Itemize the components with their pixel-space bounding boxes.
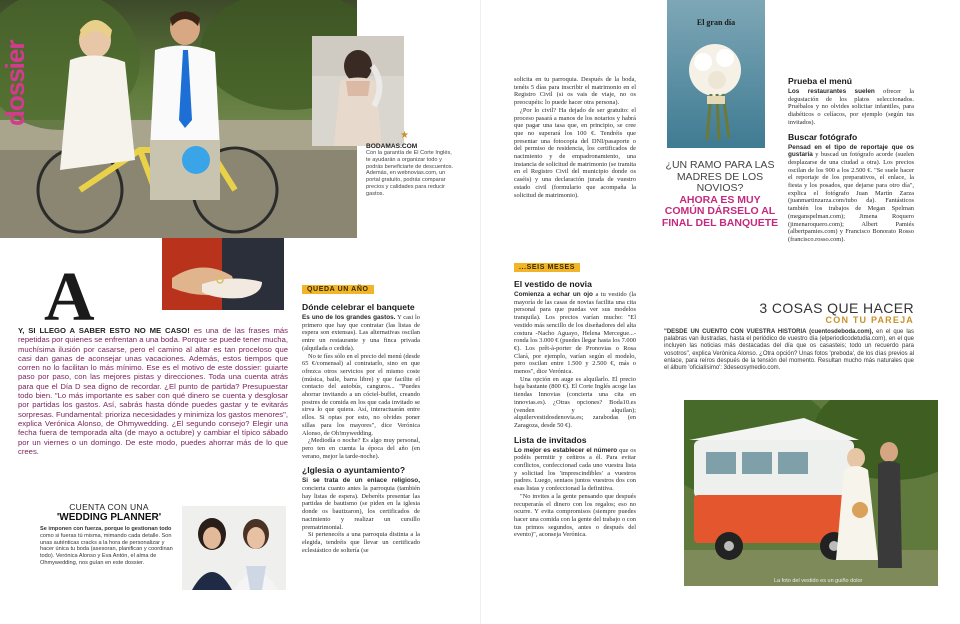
- guest-list-heading: Lista de invitados: [514, 434, 587, 445]
- bouquet-question: ¿UN RAMO PARA LAS MADRES DE LOS NOVIOS?: [665, 159, 775, 194]
- menu-column: [788, 76, 914, 244]
- civil-paragraph-2: ¿Por lo civil? Ha dejado de ser gratuito: el proceso pasará a manos de los notarios y habrá que pagar una tasa que, en principio, se cree que no superará los 100 €. Tendréis que presentar una fotocopia del DNI/pasaporte o del permiso de residencia, los certificados de nacimiento y de empadronamiento, una instancia de solicitud de matrimonio (se tramita en el Registro Civil del municipio donde os caséis) y una declaración jurada de vuestro estado civil (formulario que acompaña la solicitud de matrimonio).: [514, 106, 636, 199]
- six-months-column: [514, 256, 636, 539]
- bodamas-text: Con la garantía de El Corte Inglés, te ayudarán a organizar todo y podrás beneficiarte de descuentos. Además, en webnovias.com, un portal gratuito, podrás comparar precios y calidades para reducir gastos.: [366, 150, 454, 197]
- van-photo-caption: La foto del vestido es un guiño dolor: [774, 578, 863, 584]
- wedding-planner-block: [40, 502, 178, 567]
- menu-heading: Prueba el menú: [788, 76, 852, 86]
- year-paragraph-3: ¿Mediodía o noche? Es algo muy personal, pero ten en cuenta la época del año (en verano, mejor la tarde-noche).: [302, 437, 420, 460]
- bouquet-answer: AHORA ES MUY COMÚN DÁRSELO AL FINAL DEL BANQUETE: [661, 193, 779, 229]
- photographer-p-lead: Pensad en el tipo de reportaje que os gustaría: [788, 143, 914, 159]
- wedding-planners-photo: [182, 506, 286, 590]
- intro-block: [18, 259, 288, 456]
- year-paragraph-5: Si pertenecéis a una parroquia distinta a la elegida, tendréis que llevar un certificado eclesiástico de soltería (se: [302, 531, 420, 554]
- planner-text-block: [40, 526, 178, 567]
- civil-column: [514, 76, 636, 199]
- year-p4-lead: Si se trata de un enlace religioso,: [302, 477, 420, 485]
- year-p4-text: concierta cuanto antes la parroquia (también hay listas de espera). Deberéis presentar las partidas de bautismo (se piden en la iglesia donde os bautizaron), los certificados de nacimiento y realizar un cursillo prematrimonial.: [302, 485, 420, 531]
- dress-paragraph-2: Una opción en auge es alquilarlo. El precio baja bastante (800 €). El Corte Inglés acoge las tiendas Innovias (concierta una cita en innovias.es). ¿Otras opciones? Boda10.es (venden y alquilan); alquilervestidosdenovia.es; zarabodas (en Zaragoza, desde 50 €).: [514, 375, 636, 429]
- guests-paragraph-2: "No invites a la gente pensando que después recuperarás el dinero con los regalos; eso no ocurre. Y evita compromisos (siempre puedes hacer una comida con la gente del trabajo o con tus primos segundos, antes o después del evento)", aconseja Verónica.: [514, 492, 636, 539]
- menu-p-text: ofrecer la degustación de los platos seleccionados. Pruébalos y no olvides solicitar infantiles, para diabéticos o celíacos, por ejemplo (según tus invitados).: [788, 88, 914, 126]
- tips-text: en el que las palabras van ilustradas, hasta el periódico de vuestro día (elperiodicodetudia.com), en el que incluyen las noticias más destacadas del día que os casasteis; todo un recuerdo para vosotros", explica Verónica Alonso. ¿Otra opción? Unas fotos 'preboda', de los días previos al enlace, para reíros después de la tensión del momento. Resultan mucho más naturales que el álbum 'oficialísimo': 3deseosymedio.com.: [664, 329, 915, 372]
- spine-word: dossier: [0, 40, 30, 126]
- year-paragraph-1: [302, 314, 420, 353]
- tips-paragraph: [664, 329, 914, 372]
- year-paragraph-2: No te fíes sólo en el precio del menú (desde 65 €/comensal) al contratarlo, sino en que ofrezca otros servicios por el mismo coste (música, baile, barra libre) y que facilite el contacto del autobús, canguros... "Puedes ahorrar invitando a un cóctel-buffet, creando postres de comida en los que cada invitado se sirva lo que quiera. Así, interactuarán entre ellos. Si optas por esto, no olvides poner sillas para los mayores", dice Verónica Alonso, de Oh!mywedding.: [302, 352, 420, 437]
- bride-back-photo: [312, 36, 404, 146]
- couple-with-van-photo: [684, 400, 938, 586]
- intro-paragraph: [18, 326, 288, 456]
- dress-heading: El vestido de novia: [514, 279, 592, 289]
- guests-paragraph-1: [514, 447, 636, 493]
- intro-lead: Y, SI LLEGO A SABER ESTO NO ME CASO!: [18, 326, 190, 335]
- photographer-paragraph: [788, 144, 914, 244]
- menu-p-lead: Los restaurantes suelen: [788, 88, 875, 95]
- guests-p-text: que os podéis permitir y ceñiros a él. Para evitar conflictos, confeccionad cada uno vuestra lista y solicitad los 'imprescindibles' a vuestros padres. Luego, sentaos juntos vuestros dos con esas listas y confeccionad la definitiva.: [514, 446, 636, 493]
- planner-title-big: 'WEDDING PLANNER': [56, 512, 162, 523]
- planner-lead: Se imponen con fuerza, porque lo gestionan todo: [40, 526, 172, 532]
- year-column: [302, 278, 420, 554]
- photographer-heading: Buscar fotógrafo: [788, 131, 858, 142]
- tips-block: [664, 300, 914, 372]
- tips-lead: "DESDE UN CUENTO CON VUESTRA HISTORIA (cuentosdeboda.com),: [664, 329, 874, 335]
- drop-cap: A: [44, 259, 95, 336]
- civil-paragraph-1: solicita en tu parroquia. Después de la boda, tenéis 5 días para inscribir el matrimonio en el Registro Civil (si os vais de viaje, no os preocupéis: lo puede hacer otra persona).: [514, 76, 636, 107]
- page-gutter: [480, 0, 481, 624]
- bodamas-sidebar: [366, 143, 454, 198]
- year-p1-text: Y casi lo primero que hay que contratar (las listas de espera son extensas). Las alternativas oscilan entre un restaurante y una finca privada (alquilada o cedida).: [302, 314, 420, 352]
- couple-on-bicycle-photo: [0, 0, 357, 238]
- dress-paragraph-1: [514, 291, 636, 376]
- year-heading-church: ¿Iglesia o ayuntamiento?: [302, 465, 406, 476]
- bouquet-quote: [660, 160, 780, 229]
- planner-text: como si fueras tú misma, mimando cada detalle. Son unas auténticas cracks a la hora de personalizar y hacer única tu boda (asesoran, planifican y coordinan todo). Verónica Alonso y Eva Antón, el alma de Ohmywedding, nos guían en este dossier.: [40, 532, 173, 566]
- section-spine-label: [0, 0, 30, 140]
- year-badge: QUEDA UN AÑO: [302, 285, 374, 294]
- dress-p-lead: Comienza a echar un ojo: [514, 291, 593, 298]
- tips-title: 3 COSAS QUE HACER: [759, 300, 914, 316]
- planner-title-small: CUENTA CON UNA: [69, 502, 149, 512]
- photographer-p-text: y buscad un fotógrafo acorde (suelen desplazarse de una ciudad a otra). Los precios oscilan de los 900 a los 2.500 €. "Se suele hacer el reportaje de los preparativos, el enlace, la fiesta y los posados, que dejarse para otro día", explica el fotógrafo Juan Martín Zarza (juanmartinzarza.com/tubo da). Fantásticos también los trabajos de Megan Spelman (meganspelman.com); Jimena Roquero (jimenaroquero.com); Albert Pamiés (albertpamies.com) y Francisco Bonorato Rosso (francisco.rosso.com).: [788, 151, 914, 243]
- bouquet-photo: [667, 0, 765, 148]
- year-heading-banquet: Dónde celebrar el banquete: [302, 302, 415, 312]
- star-icon: ★: [400, 130, 409, 141]
- big-day-label: El gran día: [696, 18, 736, 27]
- intro-text: es una de las frases más repetidas por quienes se enfrentan a una boda. Porque se puede tener mucha, muchísima ilusión por casarse, pero el camino al altar es tan proceloso que casi dan ganas de aconsejar unas vacaciones. Además, estos tiempos que corren no lo facilitan lo más mínimo. Ese es el motivo de este dossier: guiarte paso por paso, con las mejores pistas y direcciones. Toda una cuenta atrás para que el Día D sea digno de recordar. ¿El punto de partida? Presupuestar todo bien. "Lo más importante es saber con qué dinero se cuenta y desglosar por partidas los gastos. Así, sabrás hasta dónde puedes gastar y te evitarás sorpresas. Fundamental: prioriza necesidades y minimiza los gastos menores", explica Verónica Alonso, de Ohmywedding. ¿El segundo consejo? Elegir una fecha fuera de temporada alta (de mayo a octubre) y cambiar el típico sábado por un viernes o un domingo. De este modo, puedes ahorrar más de lo que crees.: [18, 326, 288, 456]
- bodamas-title: BODAMAS.COM: [366, 143, 418, 150]
- six-months-badge: ...SEIS MESES: [514, 263, 580, 272]
- menu-paragraph: [788, 88, 914, 127]
- guests-p-lead: Lo mejor es establecer el número: [514, 446, 618, 454]
- dress-p-text: a tu vestido (la mayoría de las casas de novias facilita una cita personal para que puedas ver sus modelos tranquila). Los precios varían mucho: "El vestido más sencillo de los diseñadores del alta costura -Nacho Aguayo, Helena Mercegue...- ronda los 3.000 € (puedes llegar hasta los 7.000 €). Los prêt-à-porter de Pronovias o Rosa Clará, por ejemplo, varían según el modelo, pero oscilan entre 1.500 y 2.500 €, más o menos", dice Verónica.: [514, 291, 636, 376]
- year-paragraph-4: [302, 477, 420, 531]
- year-p1-lead: Es uno de los grandes gastos.: [302, 314, 396, 321]
- tips-subtitle: CON TU PAREJA: [825, 315, 914, 325]
